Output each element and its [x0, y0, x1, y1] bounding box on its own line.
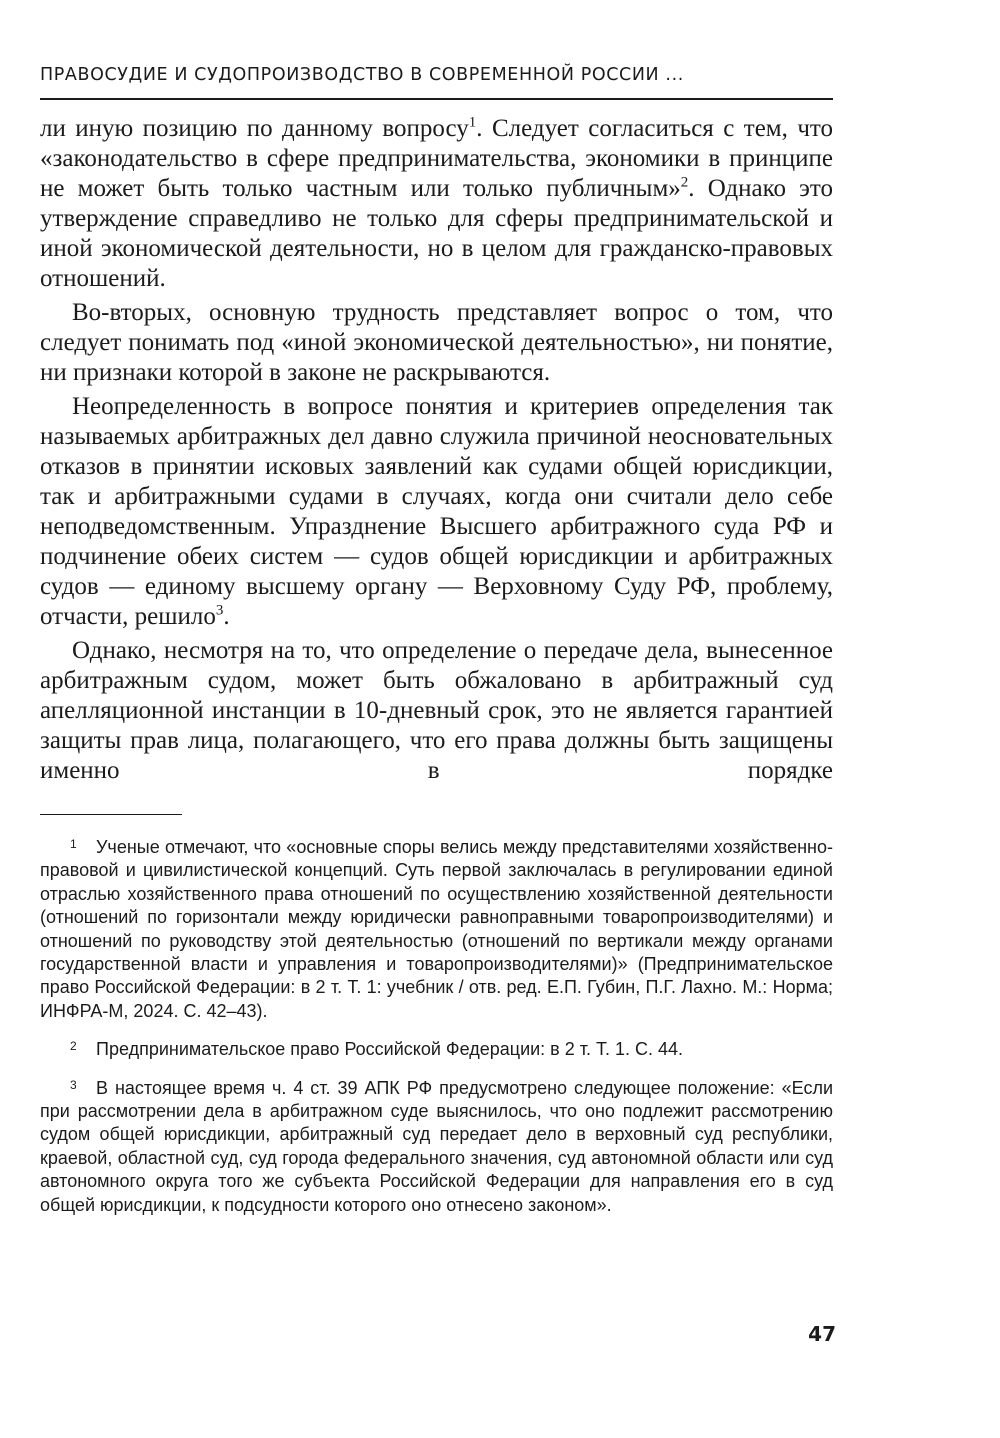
- main-text: [40, 114, 833, 786]
- paragraph-3-text-b: .: [223, 603, 230, 630]
- paragraph-3-text-a: Неопределенность в вопросе понятия и критериев определения так называемых арбитражных дел давно служила причиной неосновательных отказов в принятии исковых заявлений как судами общей юрисдикции, так и арбитражными судами в случаях, когда они считали дело себе неподведомственным. Упразднение Высшего арбитражного суда РФ и подчинение обеих систем — судов общей юрисдикции и арбитражных судов — единому высшему органу — Верховному Суду РФ, проблему, отчасти, решило: [40, 393, 833, 630]
- footnote-text-1: Ученые отмечают, что «основные споры велись между представителями хозяйственно-правовой и цивилистической концепций. Суть первой заключалась в регулировании единой отраслью хозяйственного права отношений по осуществлению хозяйственной деятельности (отношений по горизонтали между юридически равноправными товаропроизводителями) и отношений по руководству этой деятельностью (отношений по вертикали между органами государственной власти и управления и товаропроизводителями)» (Предпринимательское право Российской Федерации: в 2 т. Т. 1: учебник / отв. ред. Е.П. Губин, П.Г. Лахно. М.: Норма; ИНФРА-М, 2024. С. 42–43).: [40, 837, 833, 1021]
- footnote-separator: [40, 814, 182, 815]
- footnote-ref-1: 1: [468, 114, 477, 131]
- body-paragraph-3: [40, 392, 833, 632]
- paragraph-1-text-b: . Следует согласиться с тем, что «законодательство в сфере предпринимательства, экономики в принципе не может быть только частным или только публичным»: [40, 115, 833, 202]
- body-paragraph-1: [40, 114, 833, 294]
- paragraph-1-text-a: ли иную позицию по данному вопросу: [40, 115, 469, 142]
- footnote-text-2: Предпринимательское право Российской Федерации: в 2 т. Т. 1. С. 44.: [96, 1039, 684, 1060]
- running-header: ПРАВОСУДИЕ И СУДОПРОИЗВОДСТВО В СОВРЕМЕННОЙ РОССИИ ...: [40, 62, 833, 100]
- footnote-2: [40, 1035, 833, 1061]
- page-number: 47: [808, 1322, 836, 1346]
- footnote-number-1: 1: [70, 837, 77, 851]
- footnotes: [40, 833, 833, 1217]
- book-page: [40, 62, 833, 1229]
- footnote-number-3: 3: [70, 1077, 77, 1092]
- footnote-ref-2: 2: [680, 174, 689, 191]
- body-paragraph-2: Во-вторых, основную трудность представляет вопрос о том, что следует понимать под «иной экономической деятельностью», ни понятие, ни признаки которой в законе не раскрываются.: [40, 299, 833, 386]
- footnote-text-3: В настоящее время ч. 4 ст. 39 АПК РФ предусмотрено следующее положение: «Если при рассмотрении дела в арбитражном суде выяснилось, что оно подлежит рассмотрению судом общей юрисдикции, арбитражный суд передает дело в верховный суд республики, краевой, областной суд, суд города федерального значения, суд автономной области или суд автономного округа того же субъекта Российской Федерации для направления его в суд общей юрисдикции, к подсудности которого оно отнесено законом».: [40, 1077, 833, 1215]
- footnote-ref-3: 3: [215, 602, 224, 619]
- footnote-number-2: 2: [70, 1039, 77, 1054]
- body-paragraph-4: Однако, несмотря на то, что определение о передаче дела, вынесенное арбитражным судом, может быть обжаловано в арбитражный суд апелляционной инстанции в 10-дневный срок, это не является гарантией защиты прав лица, полагающего, что его права должны быть защищены именно в порядке: [40, 637, 833, 784]
- footnote-1: [40, 833, 833, 1023]
- paragraph-1-text-c: . Однако это утверждение справедливо не только для сферы предпринимательской и иной экономической деятельности, но в целом для гражданско-правовых отношений.: [40, 175, 833, 292]
- footnote-3: [40, 1074, 833, 1217]
